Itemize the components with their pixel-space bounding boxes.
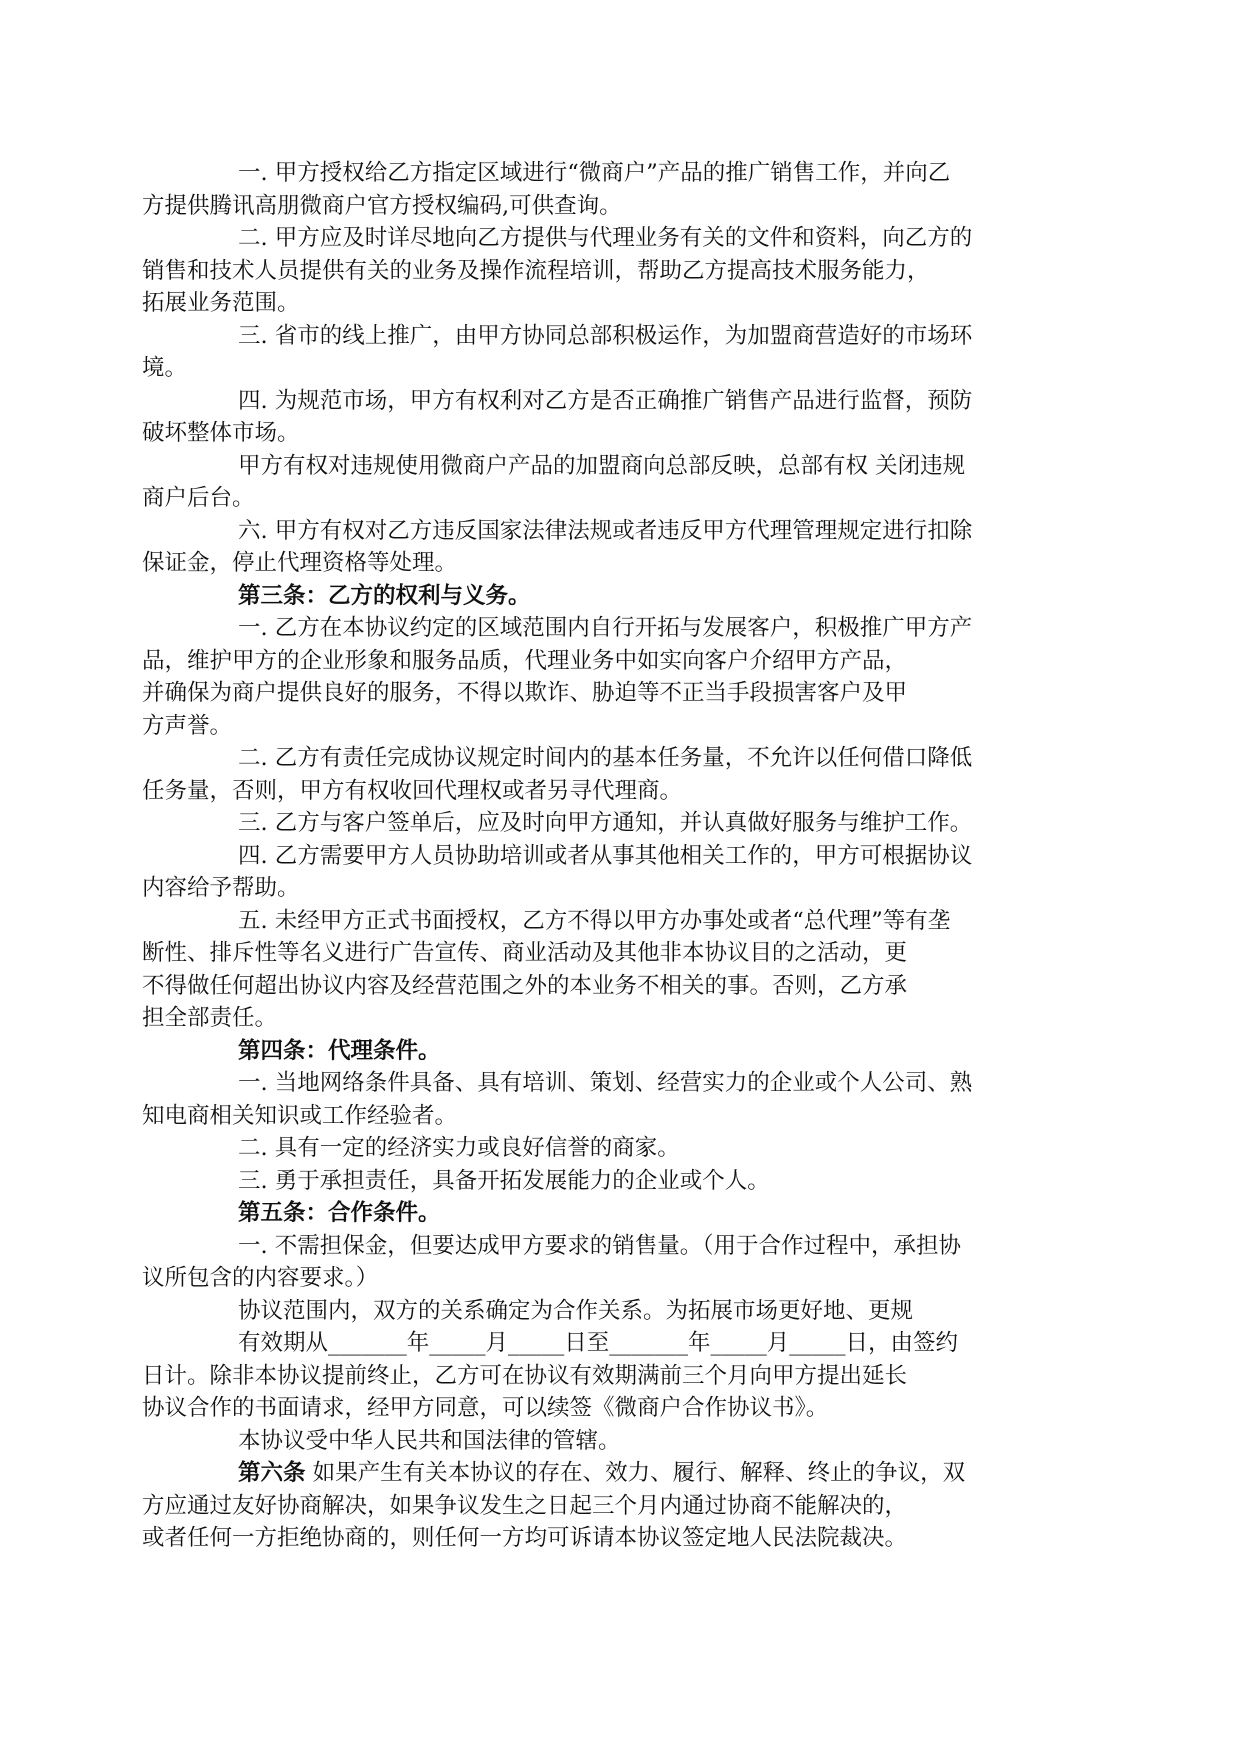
section-heading (190, 1035, 1102, 1068)
clause-line: 断性、排斥性等名义进行广告宣传、商业活动及其他非本协议目的之活动，更 (142, 940, 908, 966)
section-heading (190, 1197, 1102, 1230)
clause-paragraph (142, 905, 1102, 1035)
clause-line: 有效期从_______年_____月_____日至_______年_____月_____日，由签约 (238, 1330, 959, 1356)
clause-line: 三. 省市的线上推广，由甲方协同总部积极运作，为加盟商营造好的市场环 (238, 322, 973, 349)
clause-line: 一. 乙方在本协议约定的区域范围内自行开拓与发展客户，积极推广甲方产 (238, 615, 973, 641)
section-heading-text: 第四条：代理条件。 (238, 1037, 441, 1064)
clause-line: 三. 乙方与客户签单后，应及时向甲方通知，并认真做好服务与维护工作。 (238, 810, 973, 836)
clause-line: 不得做任何超出协议内容及经营范围之外的本业务不相关的事。否则，乙方承 (142, 972, 908, 999)
clause-paragraph (142, 157, 1102, 222)
clause-line: 议所包含的内容要求。） (142, 1265, 379, 1291)
clause-line-text: 如果产生有关本协议的存在、效力、履行、解释、终止的争议，双 (305, 1460, 966, 1486)
section-heading-text: 第五条：合作条件。 (238, 1200, 441, 1226)
clause-line: 协议范围内，双方的关系确定为合作关系。为拓展市场更好地、更规 (238, 1297, 914, 1324)
clause-line: 四. 为规范市场，甲方有权利对乙方是否正确推广销售产品进行监督，预防 (238, 387, 973, 414)
clause-line: 内容给予帮助。 (142, 875, 300, 901)
clause-line: 三. 勇于承担责任，具备开拓发展能力的企业或个人。 (238, 1167, 770, 1194)
clause-paragraph (190, 807, 1102, 840)
clause-line: 日计。除非本协议提前终止，乙方可在协议有效期满前三个月向甲方提出延长 (142, 1362, 908, 1389)
clause-paragraph (190, 1165, 1102, 1198)
clause-line: 一. 甲方授权给乙方指定区域进行“微商户”产品的推广销售工作，并向乙 (238, 160, 951, 186)
clause-paragraph (142, 840, 1102, 905)
clause-line: 拓展业务范围。 (142, 290, 300, 316)
clause-line: 保证金，停止代理资格等处理。 (142, 550, 458, 576)
clause-line: 任务量，否则，甲方有权收回代理权或者另寻代理商。 (142, 777, 683, 804)
clause-line: 六. 甲方有权对乙方违反国家法律法规或者违反甲方代理管理规定进行扣除 (238, 517, 973, 544)
clause-paragraph (142, 385, 1102, 450)
clause-paragraph (142, 320, 1102, 385)
clause-paragraph (142, 450, 1102, 515)
clause-paragraph (142, 515, 1102, 580)
clause-paragraph (142, 222, 1102, 320)
clause-line: 商户后台。 (142, 485, 255, 511)
clause-line: 本协议受中华人民共和国法律的管辖。 (238, 1427, 621, 1454)
clause-line: 协议合作的书面请求，经甲方同意，可以续签《微商户合作协议书》。 (142, 1395, 829, 1421)
clause-line: 四. 乙方需要甲方人员协助培训或者从事其他相关工作的，甲方可根据协议 (238, 842, 973, 869)
clause-line: 二. 乙方有责任完成协议规定时间内的基本任务量，不允许以任何借口降低 (238, 745, 973, 771)
clause-line: 担全部责任。 (142, 1005, 278, 1031)
clause-paragraph (142, 612, 1102, 742)
clause-line: 方提供腾讯高朋微商户官方授权编码,可供查询。 (142, 192, 622, 219)
clause-line: 二. 甲方应及时详尽地向乙方提供与代理业务有关的文件和资料，向乙方的 (238, 225, 973, 251)
clause-line (190, 1457, 1102, 1490)
clause-paragraph (190, 1425, 1102, 1458)
clause-line: 方应通过友好协商解决，如果争议发生之日起三个月内通过协商不能解决的， (142, 1492, 908, 1519)
clause-line: 或者任何一方拒绝协商的，则任何一方均可诉请本协议签定地人民法院裁决。 (142, 1525, 908, 1551)
document-body (142, 157, 1102, 1555)
clause-line: 五. 未经甲方正式书面授权，乙方不得以甲方办事处或者“总代理”等有垄 (238, 907, 951, 934)
section-heading-text: 第三条：乙方的权利与义务。 (238, 582, 531, 609)
clause-paragraph (142, 1230, 1102, 1295)
clause-line: 甲方有权对违规使用微商户产品的加盟商向总部反映，总部有权 关闭违规 (238, 452, 966, 479)
clause-paragraph (190, 1295, 1102, 1328)
section-heading (190, 580, 1102, 613)
clause-lead-label: 第六条 (238, 1460, 306, 1486)
clause-line: 二. 具有一定的经济实力或良好信誉的商家。 (238, 1135, 680, 1161)
clause-paragraph (142, 1327, 1102, 1425)
clause-line: 一. 不需担保金，但要达成甲方要求的销售量。（用于合作过程中，承担协 (238, 1232, 962, 1259)
clause-line: 知电商相关知识或工作经验者。 (142, 1102, 458, 1129)
clause-line: 境。 (142, 355, 188, 381)
clause-paragraph (142, 742, 1102, 807)
clause-line: 销售和技术人员提供有关的业务及操作流程培训，帮助乙方提高技术服务能力， (142, 257, 930, 284)
clause-paragraph (190, 1132, 1102, 1165)
clause-line: 方声誉。 (142, 712, 233, 739)
clause-line: 并确保为商户提供良好的服务，不得以欺诈、胁迫等不正当手段损害客户及甲 (142, 680, 908, 706)
clause-paragraph (142, 1067, 1102, 1132)
clause-paragraph (142, 1457, 1102, 1555)
clause-line: 破坏整体市场。 (142, 420, 300, 446)
clause-line: 一. 当地网络条件具备、具有培训、策划、经营实力的企业或个人公司、熟 (238, 1070, 973, 1096)
clause-line: 品，维护甲方的企业形象和服务品质，代理业务中如实向客户介绍甲方产品， (142, 647, 908, 674)
